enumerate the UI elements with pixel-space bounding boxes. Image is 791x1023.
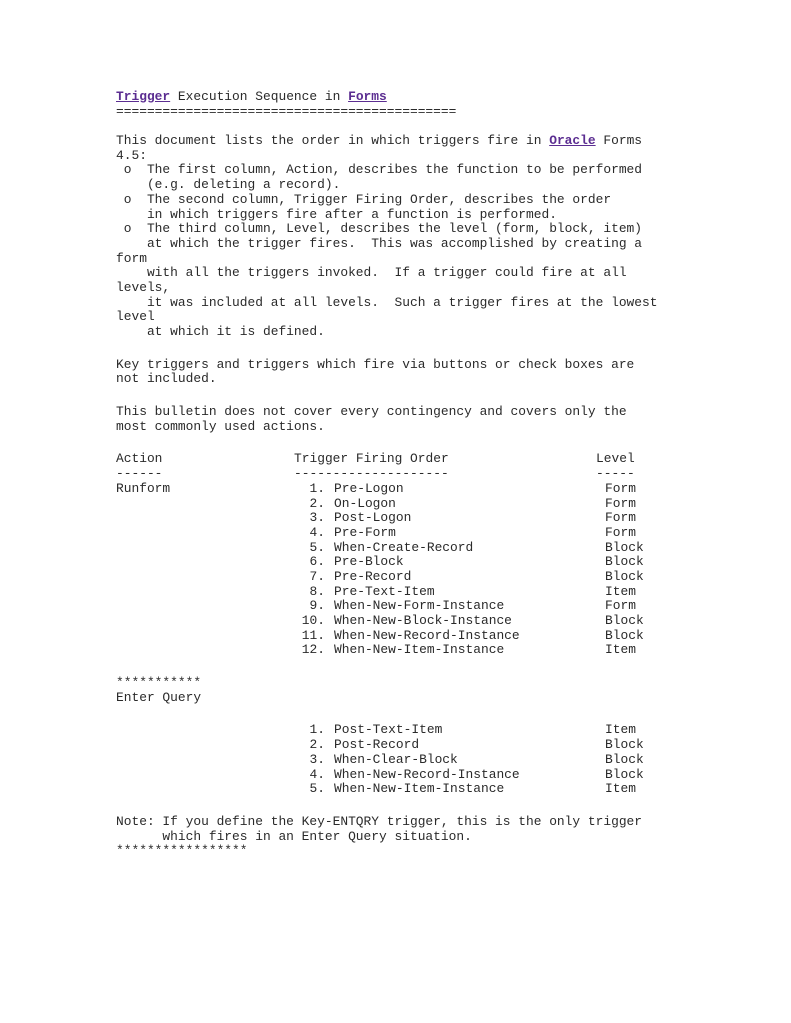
intro-text-line: (e.g. deleting a record). — [116, 177, 341, 193]
row-action — [116, 629, 294, 644]
row-trigger-name: Post-Text-Item — [334, 722, 443, 738]
row-action — [116, 753, 294, 768]
paragraph-bulletin — [116, 405, 676, 434]
row-trigger-name: Post-Record — [334, 737, 420, 753]
row-trigger-name: When-New-Item-Instance — [334, 781, 505, 797]
row-number: 12. — [301, 642, 325, 658]
table-row — [116, 768, 676, 783]
table-header-dashes: ------ -------------------- ----- — [116, 466, 635, 482]
row-number: 2. — [309, 737, 325, 753]
table-row — [116, 541, 676, 556]
row-trigger-name: Pre-Text-Item — [334, 583, 435, 599]
paragraph-line: Key triggers and triggers which fire via buttons or check boxes are — [116, 356, 635, 372]
row-level: Form — [605, 510, 636, 526]
row-level: Form — [605, 598, 636, 614]
row-trigger-name: When-New-Record-Instance — [334, 766, 520, 782]
row-level: Item — [605, 642, 636, 658]
table-row — [116, 497, 676, 512]
title-link-forms[interactable]: Forms — [348, 89, 387, 104]
row-number: 11. — [301, 627, 325, 643]
table-header — [116, 452, 676, 467]
header-order: Trigger Firing Order — [294, 451, 449, 467]
enter-query-section — [116, 723, 676, 796]
row-number: 8. — [309, 583, 325, 599]
table-row — [116, 629, 676, 644]
row-number: 9. — [309, 598, 325, 614]
row-action — [116, 541, 294, 556]
row-trigger-name: Pre-Form — [334, 524, 396, 540]
table-row — [116, 555, 676, 570]
row-number: 5. — [309, 539, 325, 555]
intro-text-line: levels, — [116, 279, 171, 295]
note — [116, 815, 676, 844]
row-trigger-name: When-New-Record-Instance — [334, 627, 520, 643]
table-row — [116, 526, 676, 541]
row-action: Runform — [116, 480, 171, 496]
row-trigger-name: When-New-Form-Instance — [334, 598, 505, 614]
row-number: 4. — [309, 766, 325, 782]
row-level: Form — [605, 524, 636, 540]
row-level: Block — [605, 751, 644, 767]
row-number: 7. — [309, 568, 325, 584]
intro-bullets — [116, 163, 676, 339]
row-level: Item — [605, 781, 636, 797]
document-title — [116, 90, 676, 105]
intro-text-line: at which the trigger fires. This was accomplished by creating a — [116, 235, 643, 251]
note-line: which fires in an Enter Query situation. — [116, 828, 472, 844]
row-level: Item — [605, 583, 636, 599]
table-row — [116, 753, 676, 768]
table-row — [116, 723, 676, 738]
enter-query-label: Enter Query — [116, 689, 202, 705]
row-trigger-name: Pre-Record — [334, 568, 412, 584]
row-number: 3. — [309, 751, 325, 767]
intro-text-line: in which triggers fire after a function is performed. — [116, 206, 557, 222]
intro-text-line: form — [116, 250, 147, 266]
row-action — [116, 570, 294, 585]
row-number: 2. — [309, 495, 325, 511]
row-action — [116, 643, 294, 658]
row-action — [116, 511, 294, 526]
row-level: Block — [605, 627, 644, 643]
table-row — [116, 643, 676, 658]
table-row — [116, 599, 676, 614]
row-number: 1. — [309, 480, 325, 496]
row-level: Block — [605, 737, 644, 753]
end-separator: ***************** — [116, 843, 248, 859]
row-action — [116, 526, 294, 541]
row-action — [116, 782, 294, 797]
header-level: Level — [596, 451, 635, 467]
row-trigger-name: When-New-Block-Instance — [334, 613, 512, 628]
intro-line-1: This document lists the order in which triggers fire in Oracle Forms — [116, 133, 643, 149]
row-level: Block — [605, 766, 644, 782]
document-page — [116, 90, 676, 859]
row-level: Block — [605, 554, 644, 570]
intro-text-line: at which it is defined. — [116, 324, 325, 339]
table-row — [116, 585, 676, 600]
row-trigger-name: When-New-Item-Instance — [334, 642, 505, 658]
row-action — [116, 723, 294, 738]
paragraph-key-triggers — [116, 358, 676, 387]
row-trigger-name: On-Logon — [334, 495, 396, 511]
title-underline: ============================================ — [116, 103, 457, 119]
table-row — [116, 738, 676, 753]
row-trigger-name: Post-Logon — [334, 510, 412, 526]
row-action — [116, 768, 294, 783]
paragraph-line: not included. — [116, 371, 217, 387]
oracle-link[interactable]: Oracle — [549, 133, 596, 149]
paragraph-line: This bulletin does not cover every contingency and covers only the — [116, 404, 627, 420]
row-action — [116, 585, 294, 600]
header-action: Action — [116, 451, 163, 467]
row-level: Block — [605, 539, 644, 555]
intro-text-line: o The third column, Level, describes the level (form, block, item) — [116, 221, 643, 237]
row-number: 4. — [309, 524, 325, 540]
row-number: 3. — [309, 510, 325, 526]
row-number: 6. — [309, 554, 325, 570]
row-action — [116, 614, 294, 629]
row-action — [116, 497, 294, 512]
intro-text-line: level — [116, 309, 155, 325]
row-trigger-name: Pre-Logon — [334, 480, 404, 496]
table-row — [116, 511, 676, 526]
row-level: Form — [605, 480, 636, 496]
row-number: 1. — [309, 722, 325, 738]
row-level: Block — [605, 568, 644, 584]
row-level: Item — [605, 722, 636, 738]
table-row — [116, 482, 676, 497]
row-trigger-name: Pre-Block — [334, 554, 404, 570]
intro-text-line: it was included at all levels. Such a trigger fires at the lowest — [116, 294, 658, 310]
title-text: Execution Sequence in — [170, 89, 349, 104]
intro-text-line: o The second column, Trigger Firing Order, describes the order — [116, 191, 612, 207]
row-number: 10. — [301, 613, 325, 628]
title-link-trigger[interactable]: Trigger — [116, 89, 171, 104]
table-row — [116, 614, 676, 629]
row-number: 5. — [309, 781, 325, 797]
row-trigger-name: When-Create-Record — [334, 539, 474, 555]
row-action — [116, 738, 294, 753]
table-row — [116, 570, 676, 585]
paragraph-line: most commonly used actions. — [116, 418, 325, 434]
section-separator: *********** — [116, 675, 202, 691]
runform-section — [116, 482, 676, 658]
note-line: Note: If you define the Key-ENTQRY trigger, this is the only trigger — [116, 813, 643, 829]
row-level: Block — [605, 613, 644, 628]
table-row — [116, 782, 676, 797]
row-level: Form — [605, 495, 636, 511]
intro-line-2: 4.5: — [116, 147, 147, 163]
row-action — [116, 599, 294, 614]
row-trigger-name: When-Clear-Block — [334, 751, 458, 767]
intro-text-line: with all the triggers invoked. If a trigger could fire at all — [116, 265, 627, 281]
intro-text-line: o The first column, Action, describes the function to be performed — [116, 162, 643, 178]
row-action — [116, 555, 294, 570]
